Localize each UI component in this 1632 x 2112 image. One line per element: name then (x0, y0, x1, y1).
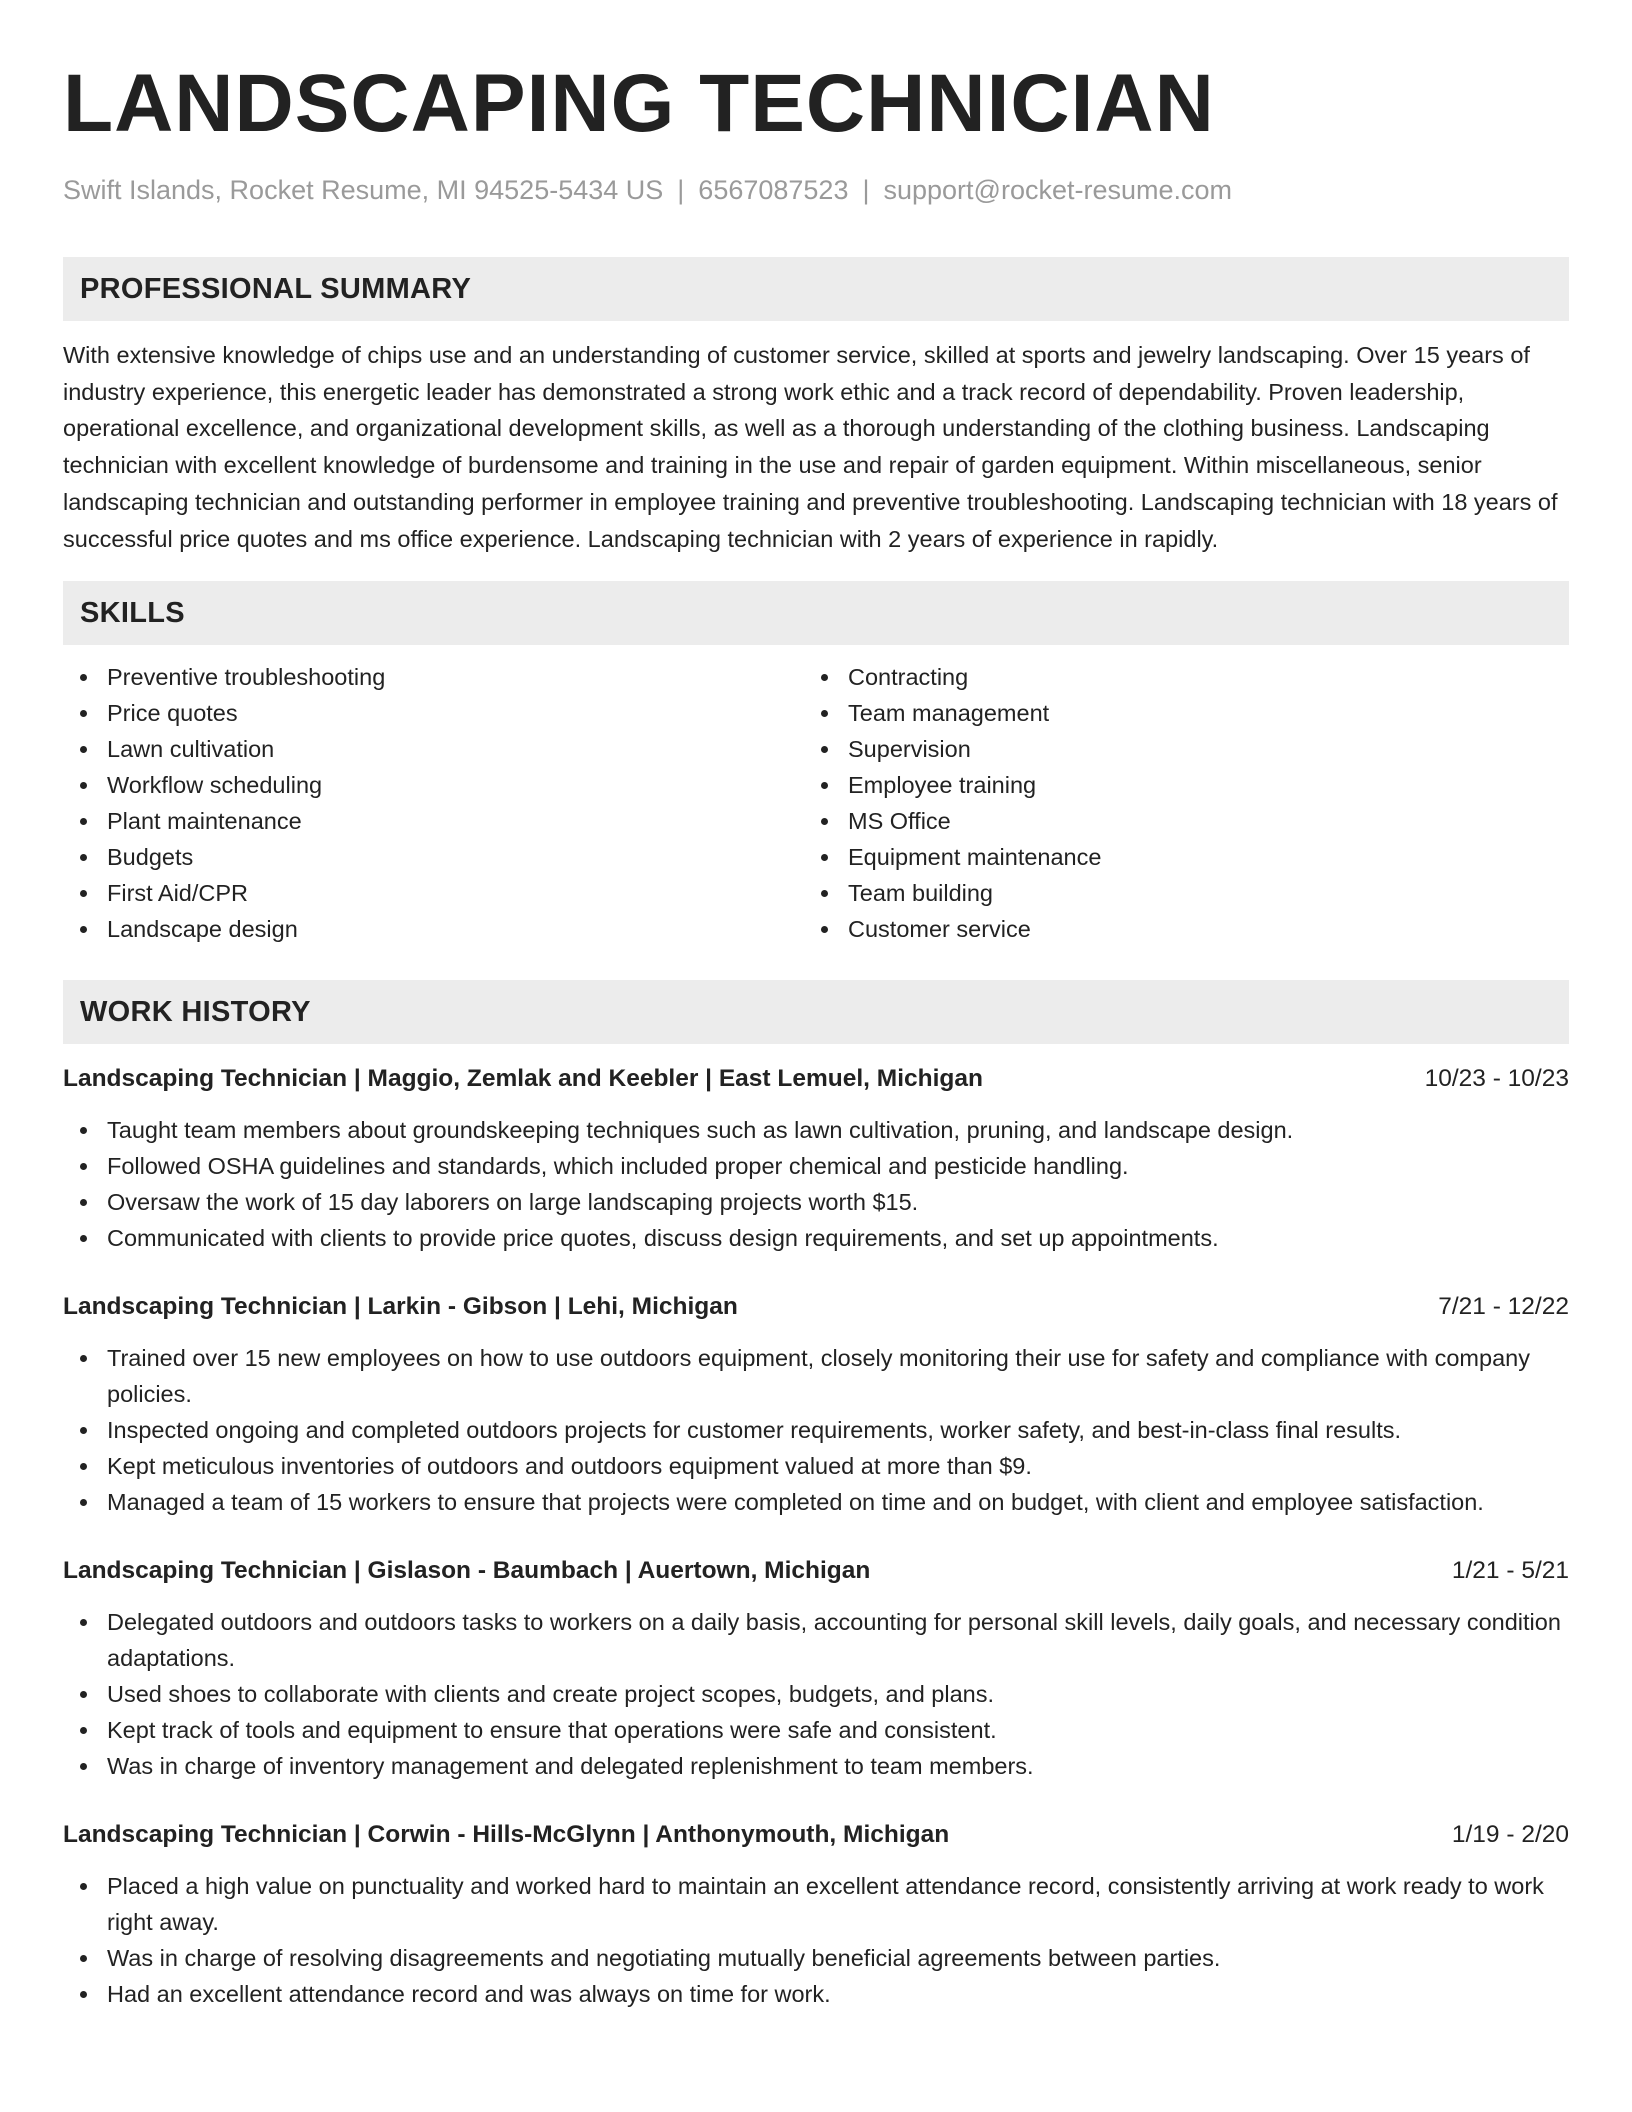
skill-item: MS Office (804, 803, 1545, 839)
skill-item: Team management (804, 695, 1545, 731)
job-bullet: Kept meticulous inventories of outdoors and outdoors equipment valued at more than $9. (63, 1448, 1569, 1484)
skill-item: Customer service (804, 911, 1545, 947)
contact-separator: | (862, 175, 870, 205)
job-bullet: Used shoes to collaborate with clients and create project scopes, budgets, and plans. (63, 1676, 1569, 1712)
skill-item: Lawn cultivation (63, 731, 804, 767)
job-entry (63, 1818, 1569, 2012)
job-entry (63, 1554, 1569, 1784)
skill-item: Contracting (804, 659, 1545, 695)
job-bullet: Trained over 15 new employees on how to use outdoors equipment, closely monitoring their use for safety and compliance with company policies. (63, 1340, 1569, 1412)
job-bullet: Was in charge of resolving disagreements and negotiating mutually beneficial agreements between parties. (63, 1940, 1569, 1976)
skill-item: Equipment maintenance (804, 839, 1545, 875)
contact-address: Swift Islands, Rocket Resume, MI 94525-5434 US (63, 175, 664, 205)
skill-item: Budgets (63, 839, 804, 875)
job-title: Landscaping Technician | Gislason - Baumbach | Auertown, Michigan (63, 1557, 871, 1585)
job-bullet: Delegated outdoors and outdoors tasks to workers on a daily basis, accounting for personal skill levels, daily goals, and necessary condition adaptations. (63, 1604, 1569, 1676)
job-bullet: Inspected ongoing and completed outdoors projects for customer requirements, worker safety, and best-in-class final results. (63, 1412, 1569, 1448)
job-dates: 7/21 - 12/22 (1438, 1293, 1569, 1321)
job-bullets (63, 1112, 1569, 1256)
job-title: Landscaping Technician | Maggio, Zemlak and Keebler | East Lemuel, Michigan (63, 1065, 983, 1093)
skill-item: Price quotes (63, 695, 804, 731)
skills-column-right (804, 659, 1545, 947)
job-bullet: Placed a high value on punctuality and worked hard to maintain an excellent attendance record, consistently arriving at work ready to work right away. (63, 1868, 1569, 1940)
contact-phone: 6567087523 (698, 175, 849, 205)
skill-item: Plant maintenance (63, 803, 804, 839)
job-bullets (63, 1868, 1569, 2012)
job-title: Landscaping Technician | Larkin - Gibson | Lehi, Michigan (63, 1293, 738, 1321)
job-entry (63, 1290, 1569, 1520)
job-header (63, 1554, 1569, 1588)
skill-item: Team building (804, 875, 1545, 911)
skill-item: Supervision (804, 731, 1545, 767)
section-header-skills: SKILLS (63, 581, 1569, 645)
job-bullet: Was in charge of inventory management and delegated replenishment to team members. (63, 1748, 1569, 1784)
job-dates: 10/23 - 10/23 (1424, 1065, 1569, 1093)
job-dates: 1/21 - 5/21 (1451, 1557, 1569, 1585)
job-header (63, 1062, 1569, 1096)
contact-line (63, 174, 1569, 206)
job-bullet: Managed a team of 15 workers to ensure that projects were completed on time and on budget, with client and employee satisfaction. (63, 1484, 1569, 1520)
job-bullet: Communicated with clients to provide price quotes, discuss design requirements, and set up appointments. (63, 1220, 1569, 1256)
contact-separator: | (677, 175, 685, 205)
job-bullet: Taught team members about groundskeeping techniques such as lawn cultivation, pruning, and landscape design. (63, 1112, 1569, 1148)
job-bullets (63, 1604, 1569, 1784)
skill-item: Preventive troubleshooting (63, 659, 804, 695)
job-bullet: Kept track of tools and equipment to ensure that operations were safe and consistent. (63, 1712, 1569, 1748)
contact-email: support@rocket-resume.com (883, 175, 1233, 205)
job-title: Landscaping Technician | Corwin - Hills-McGlynn | Anthonymouth, Michigan (63, 1821, 950, 1849)
skill-item: Workflow scheduling (63, 767, 804, 803)
job-entry (63, 1062, 1569, 1256)
job-bullets (63, 1340, 1569, 1520)
skill-item: First Aid/CPR (63, 875, 804, 911)
skills-column-left (63, 659, 804, 947)
section-header-work-history: WORK HISTORY (63, 980, 1569, 1044)
summary-text: With extensive knowledge of chips use and an understanding of customer service, skilled at sports and jewelry landscaping. Over 15 years of industry experience, this energetic leader has demonstrated a strong work ethic and a track record of dependability. Proven leadership, operational excellence, and organizational development skills, as well as a thorough understanding of the clothing business. Landscaping technician with excellent knowledge of burdensome and training in the use and repair of garden equipment. Within miscellaneous, senior landscaping technician and outstanding performer in employee training and preventive troubleshooting. Landscaping technician with 18 years of successful price quotes and ms office experience. Landscaping technician with 2 years of experience in rapidly. (63, 342, 1558, 552)
job-header (63, 1290, 1569, 1324)
skills-grid (63, 659, 1569, 947)
job-bullet: Oversaw the work of 15 day laborers on large landscaping projects worth $15. (63, 1184, 1569, 1220)
resume-name: LANDSCAPING TECHNICIAN (63, 58, 1215, 149)
job-bullet: Followed OSHA guidelines and standards, which included proper chemical and pesticide handling. (63, 1148, 1569, 1184)
job-bullet: Had an excellent attendance record and was always on time for work. (63, 1976, 1569, 2012)
section-header-summary: PROFESSIONAL SUMMARY (63, 257, 1569, 321)
skill-item: Employee training (804, 767, 1545, 803)
job-dates: 1/19 - 2/20 (1451, 1821, 1569, 1849)
skill-item: Landscape design (63, 911, 804, 947)
job-header (63, 1818, 1569, 1852)
